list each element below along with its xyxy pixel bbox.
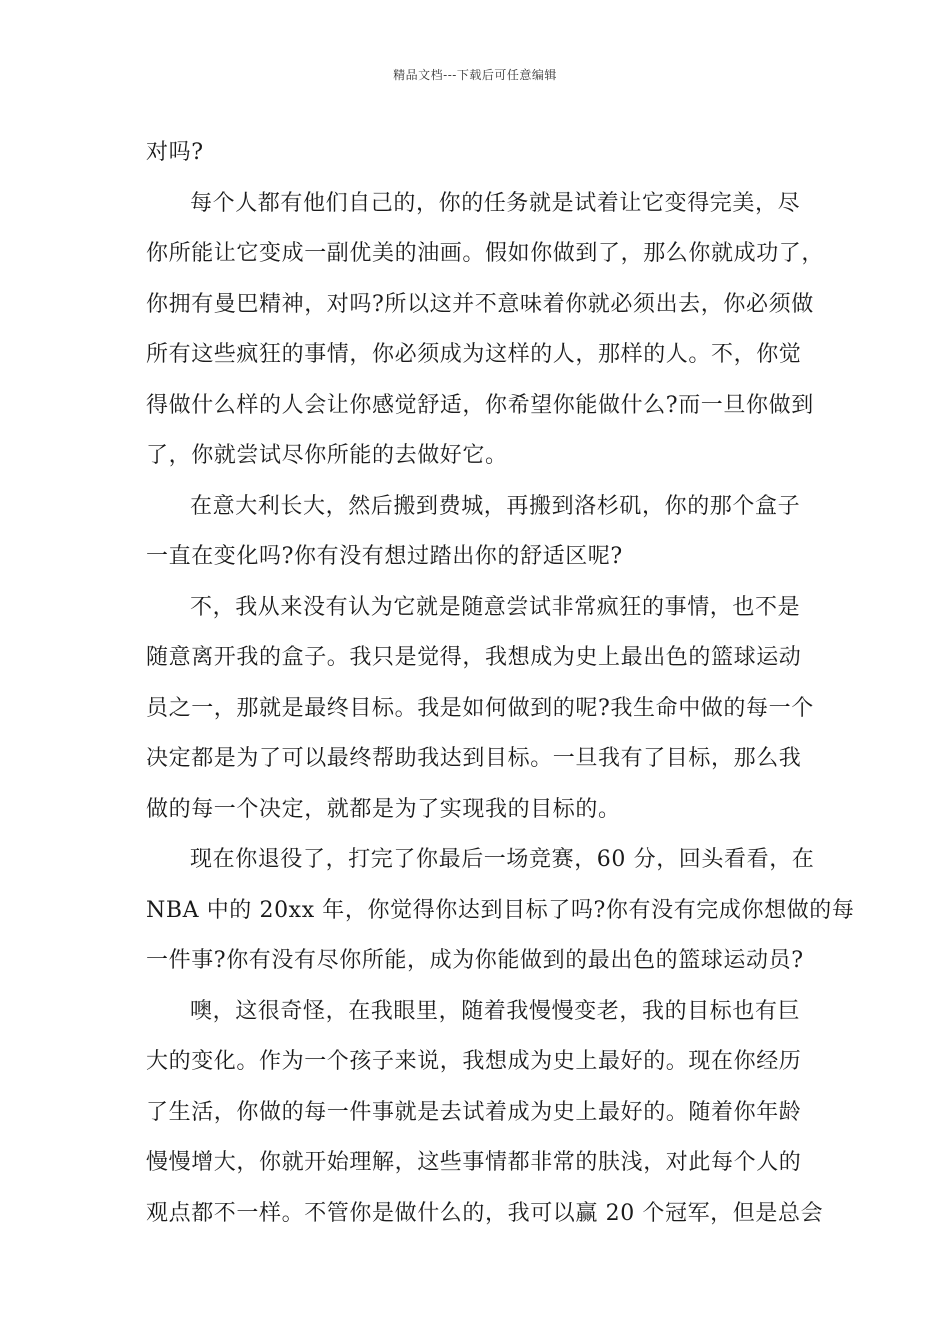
- text-line: 你拥有曼巴精神，对吗?所以这并不意味着你就必须出去，你必须做: [146, 291, 814, 317]
- text-line: 噢，这很奇怪，在我眼里，随着我慢慢变老，我的目标也有巨: [190, 998, 801, 1024]
- text-line: 对吗?: [146, 140, 204, 165]
- text-line: 得做什么样的人会让你感觉舒适，你希望你能做什么?而一旦你做到: [146, 392, 814, 418]
- body-text: [146, 128, 855, 1239]
- text-line: 在意大利长大，然后搬到费城，再搬到洛杉矶，你的那个盒子: [190, 493, 801, 519]
- text-line: 了生活，你做的每一件事就是去试着成为史上最好的。随着你年龄: [146, 1099, 802, 1125]
- text-line: 决定都是为了可以最终帮助我达到目标。一旦我有了目标，那么我: [146, 746, 802, 771]
- text-line: 慢慢增大，你就开始理解，这些事情都非常的肤浅，对此每个人的: [146, 1150, 802, 1175]
- text-line: 一直在变化吗?你有没有想过踏出你的舒适区呢?: [146, 544, 623, 569]
- text-line: 做的每一个决定，就都是为了实现我的目标的。: [146, 796, 621, 822]
- text-line: 现在你退役了，打完了你最后一场竞赛，60 分，回头看看，在: [190, 847, 815, 872]
- text-line: 观点都不一样。不管你是做什么的，我可以赢 20 个冠军，但是总会: [146, 1200, 824, 1226]
- text-line: 大的变化。作为一个孩子来说，我想成为史上最好的。现在你经历: [146, 1049, 802, 1074]
- page-header: 精品文档---下载后可任意编辑: [393, 68, 557, 82]
- text-line: 不，我从来没有认为它就是随意尝试非常疯狂的事情，也不是: [190, 594, 801, 620]
- text-line: NBA 中的 20xx 年，你觉得你达到目标了吗?你有没有完成你想做的每: [146, 897, 855, 923]
- text-line: 所有这些疯狂的事情，你必须成为这样的人，那样的人。不，你觉: [146, 342, 802, 367]
- text-line: 员之一，那就是最终目标。我是如何做到的呢?我生命中做的每一个: [146, 695, 814, 721]
- text-line: 你所能让它变成一副优美的油画。假如你做到了，那么你就成功了，: [146, 241, 825, 266]
- text-line: 了，你就尝试尽你所能的去做好它。: [146, 443, 508, 468]
- text-line: 一件事?你有没有尽你所能，成为你能做到的最出色的篮球运动员?: [146, 948, 804, 973]
- text-line: 每个人都有他们自己的，你的任务就是试着让它变得完美，尽: [190, 190, 801, 216]
- text-line: 随意离开我的盒子。我只是觉得，我想成为史上最出色的篮球运动: [146, 645, 802, 670]
